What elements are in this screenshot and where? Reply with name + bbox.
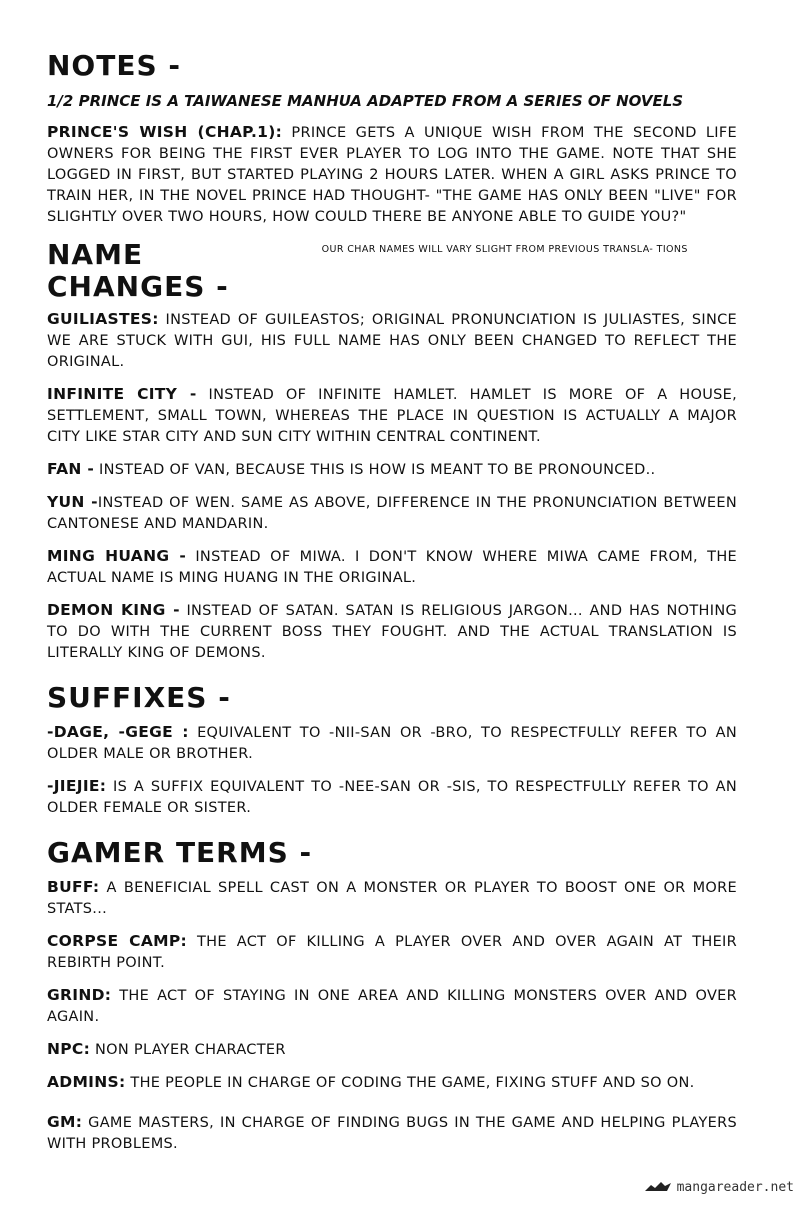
note-term: FAN -: [47, 460, 95, 478]
note-text: INSTEAD OF SATAN. SATAN IS RELIGIOUS JARGON... AND HAS NOTHING TO DO WITH THE CURRENT BOSS THEY FOUGHT. AND THE ACTUAL TRANSLATION IS LITERALLY KING OF DEMONS.: [47, 603, 737, 661]
note-term: -JIEJIE:: [47, 777, 107, 795]
note-term: DEMON KING -: [47, 601, 180, 619]
name-change-item: [47, 600, 737, 664]
note-term: GUILIASTES:: [47, 310, 159, 328]
note-text: A BENEFICIAL SPELL CAST ON A MONSTER OR PLAYER TO BOOST ONE OR MORE STATS...: [47, 880, 737, 917]
gamer-term-item: [47, 1112, 737, 1155]
note-text: GAME MASTERS, IN CHARGE OF FINDING BUGS IN THE GAME AND HELPING PLAYERS WITH PROBLEMS.: [47, 1115, 737, 1152]
note-text: INSTEAD OF GUILEASTOS; ORIGINAL PRONUNCIATION IS JULIASTES, SINCE WE ARE STUCK WITH GUI, HIS FULL NAME HAS ONLY BEEN CHANGED TO REFLECT THE ORIGINAL.: [47, 312, 737, 370]
note-text: EQUIVALENT TO -NII-SAN OR -BRO, TO RESPECTFULLY REFER TO AN OLDER MALE OR BROTHER.: [47, 725, 737, 762]
note-text: IS A SUFFIX EQUIVALENT TO -NEE-SAN OR -SIS, TO RESPECTFULLY REFER TO AN OLDER FEMALE OR SISTER.: [47, 779, 737, 816]
name-changes-side-note: OUR CHAR NAMES WILL VARY SLIGHT FROM PREVIOUS TRANSLA- TIONS: [321, 244, 688, 255]
name-change-item: [47, 384, 737, 448]
note-text: THE PEOPLE IN CHARGE OF CODING THE GAME, FIXING STUFF AND SO ON.: [125, 1075, 695, 1091]
name-change-item: [47, 546, 737, 589]
note-text: PRINCE GETS A UNIQUE WISH FROM THE SECOND LIFE OWNERS FOR BEING THE FIRST EVER PLAYER TO LOG INTO THE GAME. NOTE THAT SHE LOGGED IN FIRST, BUT STARTED PLAYING 2 HOURS LATER. WHEN A GIRL ASKS PRINCE TO TRAIN HER, IN THE NOVEL PRINCE HAD THOUGHT- "THE GAME HAS ONLY BEEN "LIVE" FOR SLIGHTLY OVER TWO HOURS, HOW COULD THERE BE ANYONE ABLE TO GUIDE YOU?": [47, 125, 737, 225]
note-term: INFINITE CITY -: [47, 385, 197, 403]
name-change-item: [47, 309, 737, 373]
gamer-term-item: [47, 877, 737, 920]
note-term: PRINCE'S WISH (CHAP.1):: [47, 123, 283, 141]
name-changes-heading: NAME CHANGES -: [47, 238, 229, 303]
note-term: GRIND:: [47, 986, 112, 1004]
prince-wish-note: [47, 122, 737, 228]
suffix-item: [47, 722, 737, 765]
note-text: NON PLAYER CHARACTER: [90, 1042, 286, 1058]
note-term: -DAGE, -GEGE :: [47, 723, 189, 741]
gamer-term-item: [47, 1072, 737, 1094]
notes-heading: NOTES -: [47, 49, 181, 82]
note-text: INSTEAD OF MIWA. I DON'T KNOW WHERE MIWA CAME FROM, THE ACTUAL NAME IS MING HUANG IN THE ORIGINAL.: [47, 549, 738, 586]
name-change-item: [47, 492, 737, 535]
note-text: THE ACT OF KILLING A PLAYER OVER AND OVER AGAIN AT THEIR REBIRTH POINT.: [47, 934, 737, 971]
name-change-item: [47, 459, 737, 481]
note-term: GM:: [47, 1113, 83, 1131]
note-term: CORPSE CAMP:: [47, 932, 187, 950]
note-term: BUFF:: [47, 878, 100, 896]
gamer-term-item: [47, 931, 737, 974]
mangareader-logo-icon: [643, 1179, 673, 1195]
note-term: NPC:: [47, 1040, 91, 1058]
name-changes-heading-row: [47, 239, 737, 303]
watermark[interactable]: [643, 1179, 794, 1195]
note-text: INSTEAD OF INFINITE HAMLET. HAMLET IS MORE OF A HOUSE, SETTLEMENT, SMALL TOWN, WHEREAS THE PLACE IN QUESTION IS ACTUALLY A MAJOR CITY LIKE STAR CITY AND SUN CITY WITHIN CENTRAL CONTINENT.: [47, 387, 738, 445]
suffixes-heading: SUFFIXES -: [47, 681, 231, 714]
note-term: YUN -: [47, 493, 98, 511]
note-text: INSTEAD OF VAN, BECAUSE THIS IS HOW IS MEANT TO BE PRONOUNCED..: [94, 462, 656, 478]
gamer-term-item: [47, 985, 737, 1028]
watermark-text: mangareader.net: [676, 1179, 794, 1195]
note-term: MING HUANG -: [47, 547, 187, 565]
suffix-item: [47, 776, 737, 819]
note-text: INSTEAD OF WEN. SAME AS ABOVE, DIFFERENCE IN THE PRONUNCIATION BETWEEN CANTONESE AND MANDARIN.: [47, 495, 737, 532]
note-term: ADMINS:: [47, 1073, 126, 1091]
note-text: THE ACT OF STAYING IN ONE AREA AND KILLING MONSTERS OVER AND OVER AGAIN.: [47, 988, 737, 1025]
notes-subtitle: 1/2 PRINCE IS A TAIWANESE MANHUA ADAPTED FROM A SERIES OF NOVELS: [47, 92, 684, 110]
gamer-terms-heading: GAMER TERMS -: [47, 836, 313, 869]
gamer-term-item: [47, 1039, 737, 1061]
notes-page: [47, 50, 737, 1166]
